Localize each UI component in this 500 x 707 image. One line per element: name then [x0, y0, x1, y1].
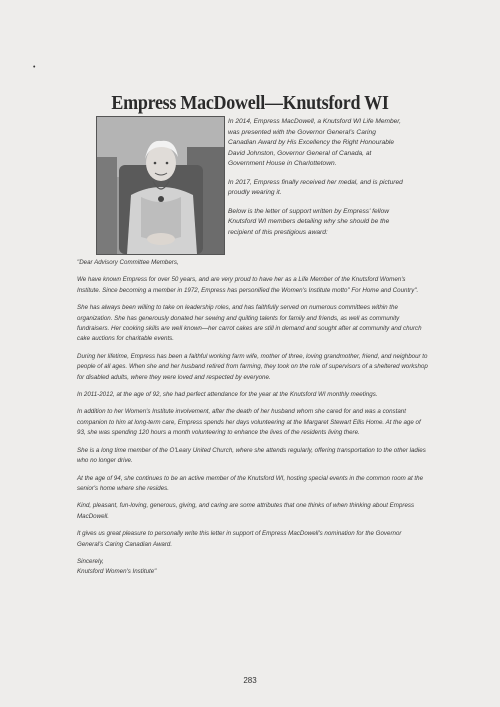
page-mark: • [33, 64, 36, 71]
letter-paragraph: We have known Empress for over 50 years, and are very proud to have her as a Life Member of the Knutsford Women's Institute. Since becoming a member in 1972, Empress has personified the Women's Institute motto" For Home and Country". [77, 276, 419, 294]
letter-paragraph: During her lifetime, Empress has been a faithful working farm wife, mother of three, loving grandmother, friend, and neighbour to people of all ages. When she and her husband retired from farming, they took on the role of supervisors of a sheltered workshop for disabled adults, where they were loved and respected by everyone. [77, 352, 428, 381]
letter-paragraph: At the age of 94, she continues to be an active member of the Knutsford WI, hosting special events in the common room at the senior's home where she resides. [77, 474, 424, 492]
letter-paragraph: She is a long time member of the O'Leary United Church, where she attends regularly, offering transportation to the other ladies who no longer drive. [77, 446, 426, 465]
letter-closing: Sincerely, Knutsford Women's Institute" [77, 557, 157, 576]
letter-paragraph: In addition to her Women's Institute involvement, after the death of her husband whom she cared for and was a constant companion to him at long-term care, Empress spends her days volunteering at the Margaret Stewart Ellis Home. At the age of 93, she was spending 120 hours a month volunteering to enhance the lives of the residents living there. [77, 408, 421, 437]
portrait-photo [96, 116, 225, 255]
letter-salutation: "Dear Advisory Committee Members, [77, 259, 179, 266]
intro-paragraph: Below is the letter of support written by Empress' fellow Knutsford WI members detailing why she should be the recipient of this prestigious award: [228, 207, 390, 236]
page-number: 283 [243, 676, 257, 685]
article-title: Empress MacDowell—Knutsford WI [111, 92, 389, 114]
intro-text [228, 117, 404, 246]
letter-paragraph: In 2011-2012, at the age of 92, she had perfect attendance for the year at the Knutsford WI monthly meetings. [77, 391, 378, 399]
letter-paragraph: She has always been willing to take on leadership roles, and has faithfully served on numerous committees within the organization. She has generously donated her sewing and quilting talents for family and friends, as well as community fundraisers. Her cooking skills are well known—her carrot cakes are still in demand and sought after at community and church cake auctions for charitable events. [77, 304, 422, 343]
letter-paragraph: It gives us great pleasure to personally write this letter in support of Empress MacDowell's nomination for the Governor General's Caring Canadian Award. [77, 530, 402, 548]
intro-paragraph: In 2014, Empress MacDowell, a Knutsford WI Life Member, was presented with the Governor General's Caring Canadian Award by His Excellency the Right Honourable David Johnston, Governor General of Canada, at Government House in Charlottetown. [228, 118, 401, 167]
intro-paragraph: In 2017, Empress finally received her medal, and is pictured proudly wearing it. [228, 178, 403, 196]
letter-paragraph: Kind, pleasant, fun-loving, generous, giving, and caring are some attributes that one thinks of when thinking about Empress MacDowell. [77, 502, 415, 520]
letter-body [77, 258, 429, 585]
